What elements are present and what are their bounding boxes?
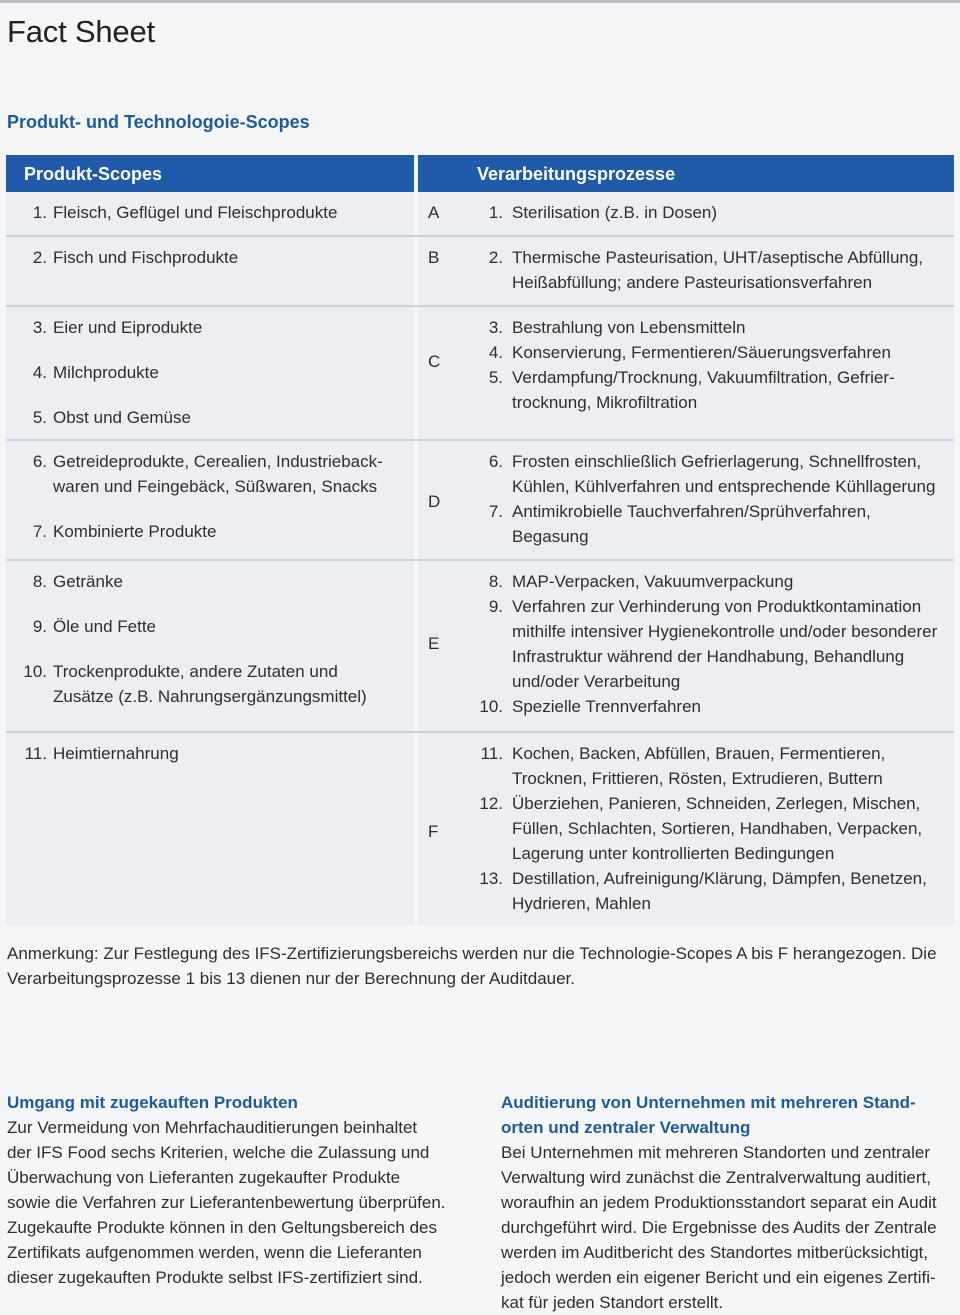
body-line: werden im Auditbericht des Standortes mitberücksichtigt, (501, 1243, 929, 1262)
section-heading: Produkt- und Technologoie-Scopes (7, 112, 310, 132)
process-text: Kühlen, Kühlverfahren und entsprechende Kühllagerung (512, 477, 936, 496)
body-line: Verwaltung wird zunächst die Zentralverwaltung auditiert, (501, 1168, 931, 1187)
scope-letter: E (428, 634, 440, 653)
process-number: 10. (479, 697, 503, 716)
product-number: 6. (32, 452, 47, 471)
process-number: 7. (488, 502, 503, 521)
product-number: 8. (32, 572, 47, 591)
process-text: Heißabfüllung; andere Pasteurisationsverfahren (512, 273, 873, 292)
body-line: dieser zugekauften Produkte selbst IFS-zertifiziert sind. (7, 1268, 423, 1287)
body-line: woraufhin an jedem Produktionsstandort separat ein Audit (501, 1193, 937, 1212)
product-text: Fleisch, Geflügel und Fleischprodukte (53, 203, 338, 222)
scope-letter: D (428, 492, 441, 511)
body-line: Zur Vermeidung von Mehrfachauditierungen beinhaltet (7, 1118, 418, 1137)
process-text: und/oder Verarbeitung (512, 672, 681, 691)
process-text: Antimikrobielle Tauchverfahren/Sprühverfahren, (512, 502, 871, 521)
table-row (6, 733, 954, 926)
body-line: jedoch werden ein eigener Bericht und ein eigenes Zertifi- (501, 1268, 936, 1287)
process-text: Destillation, Aufreinigung/Klärung, Dämpfen, Benetzen, (512, 869, 927, 888)
table-row (6, 561, 954, 733)
table-body (6, 192, 954, 926)
product-text: waren und Feingebäck, Süßwaren, Snacks (53, 477, 378, 496)
header-processes: Verarbeitungsprozesse (418, 155, 954, 192)
process-text: Frosten einschließlich Gefrierlagerung, Schnellfrosten, (512, 452, 922, 471)
scope-letter: C (428, 352, 441, 371)
table-row (6, 237, 954, 307)
top-rule (0, 0, 960, 3)
header-product-scopes: Produkt-Scopes (6, 155, 414, 192)
product-text: Getränke (53, 572, 123, 591)
process-number: 1. (488, 203, 503, 222)
process-text: Konservierung, Fermentieren/Säuerungsverfahren (512, 343, 891, 362)
body-line: sowie die Verfahren zur Lieferantenbewertung überprüfen. (7, 1193, 446, 1212)
process-text: Begasung (512, 527, 589, 546)
process-number: 11. (480, 744, 503, 763)
body-line: Bei Unternehmen mit mehreren Standorten und zentraler (501, 1143, 931, 1162)
process-text: Thermische Pasteurisation, UHT/aseptische Abfüllung, (512, 248, 924, 267)
note-line: Verarbeitungsprozesse 1 bis 13 dienen nur der Berechnung der Auditdauer. (7, 969, 576, 988)
process-text: MAP-Verpacken, Vakuumverpackung (512, 572, 794, 591)
body-line: Überwachung von Lieferanten zugekaufter Produkte (7, 1168, 401, 1187)
product-text: Getreideprodukte, Cerealien, Industrieback- (53, 452, 383, 471)
product-number: 1. (32, 203, 47, 222)
left-column-body (7, 1115, 446, 1290)
process-text: mithilfe intensiver Hygienekontrolle und/oder besonderer (512, 622, 938, 641)
process-number: 2. (488, 248, 503, 267)
process-number: 3. (488, 318, 503, 337)
product-number: 2. (32, 248, 47, 267)
body-line: kat für jeden Standort erstellt. (501, 1293, 724, 1312)
process-text: Lagerung unter kontrollierten Bedingungen (512, 844, 835, 863)
heading-line: Auditierung von Unternehmen mit mehreren Stand- (501, 1093, 916, 1112)
body-line: Zugekaufte Produkte können in den Geltungsbereich des (7, 1218, 438, 1237)
process-text: Bestrahlung von Lebensmitteln (512, 318, 746, 337)
product-text: Zusätze (z.B. Nahrungsergänzungsmittel) (53, 687, 367, 706)
process-text: Hydrieren, Mahlen (512, 894, 651, 913)
process-number: 8. (488, 572, 503, 591)
scope-letter: F (428, 822, 439, 841)
left-column-heading (7, 1090, 298, 1115)
note-line: Anmerkung: Zur Festlegung des IFS-Zertifizierungsbereichs werden nur die Technologie-Scopes A bis F herangezogen. Die (7, 944, 937, 963)
process-text: Infrastruktur während der Handhabung, Behandlung (512, 647, 905, 666)
process-text: Trocknen, Frittieren, Rösten, Extrudieren, Buttern (512, 769, 883, 788)
process-number: 9. (488, 597, 503, 616)
scope-letter: B (428, 248, 440, 267)
body-line: Zertifikats aufgenommen werden, wenn die Lieferanten (7, 1243, 422, 1262)
product-number: 3. (32, 318, 47, 337)
heading-line: orten und zentraler Verwaltung (501, 1118, 751, 1137)
product-number: 11. (24, 744, 47, 763)
process-number: 12. (479, 794, 503, 813)
body-line: der IFS Food sechs Kriterien, welche die Zulassung und (7, 1143, 430, 1162)
process-text: Verfahren zur Verhinderung von Produktkontamination (512, 597, 922, 616)
product-number: 9. (32, 617, 47, 636)
process-number: 5. (488, 368, 503, 387)
product-text: Eier und Eiprodukte (53, 318, 203, 337)
product-number: 7. (32, 522, 47, 541)
table-header (6, 155, 954, 192)
product-text: Obst und Gemüse (53, 408, 191, 427)
body-line: durchgeführt wird. Die Ergebnisse des Audits der Zentrale (501, 1218, 937, 1237)
right-column-body (501, 1140, 937, 1315)
heading-line: Umgang mit zugekauften Produkten (7, 1093, 298, 1112)
process-number: 13. (479, 869, 503, 888)
process-text: trocknung, Mikrofiltration (512, 393, 698, 412)
process-number: 6. (488, 452, 503, 471)
scopes-table (6, 155, 954, 926)
scope-letter: A (428, 203, 440, 222)
process-text: Überziehen, Panieren, Schneiden, Zerlegen, Mischen, (512, 794, 921, 813)
product-text: Kombinierte Produkte (53, 522, 217, 541)
page-title: Fact Sheet (7, 14, 155, 49)
product-text: Trockenprodukte, andere Zutaten und (53, 662, 338, 681)
process-text: Füllen, Schlachten, Sortieren, Handhaben, Verpacken, (512, 819, 923, 838)
table-row (6, 192, 954, 237)
product-number: 10. (23, 662, 47, 681)
right-column-heading (501, 1090, 916, 1140)
process-text: Sterilisation (z.B. in Dosen) (512, 203, 718, 222)
process-text: Spezielle Trennverfahren (512, 697, 702, 716)
process-number: 4. (488, 343, 503, 362)
product-text: Heimtiernahrung (53, 744, 179, 763)
product-number: 5. (32, 408, 47, 427)
product-number: 4. (32, 363, 47, 382)
table-row (6, 441, 954, 561)
note (7, 941, 957, 991)
process-text: Verdampfung/Trocknung, Vakuumfiltration, Gefrier- (512, 368, 895, 387)
process-text: Kochen, Backen, Abfüllen, Brauen, Fermentieren, (512, 744, 886, 763)
product-text: Fisch und Fischprodukte (53, 248, 239, 267)
table-row (6, 307, 954, 441)
product-text: Milchprodukte (53, 363, 159, 382)
product-text: Öle und Fette (53, 617, 157, 636)
